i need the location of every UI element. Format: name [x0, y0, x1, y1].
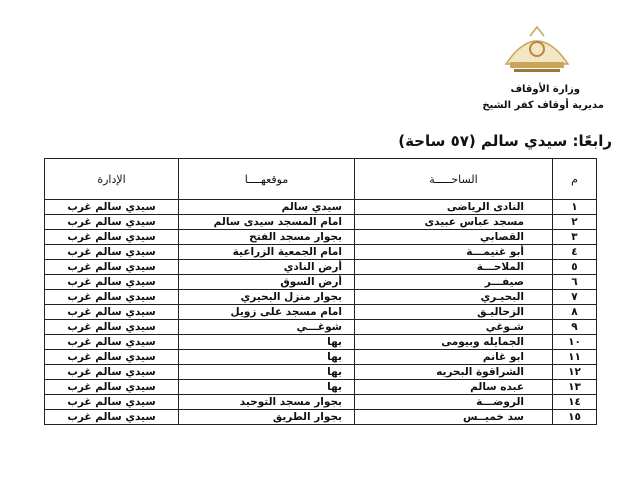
directorate-name: مديرية أوقاف كفر الشيخ — [482, 100, 604, 111]
mosque-logo-icon — [500, 22, 574, 74]
table-row — [45, 215, 597, 230]
square-name: البحيـري — [355, 290, 553, 305]
square-location: أرض النادي — [179, 260, 355, 275]
square-location: بها — [179, 365, 355, 380]
row-number: ١ — [553, 200, 597, 215]
square-location: شوغـــي — [179, 320, 355, 335]
square-location: بها — [179, 350, 355, 365]
square-name: الروضـــة — [355, 395, 553, 410]
square-location: بها — [179, 335, 355, 350]
square-location: بجوار الطريق — [179, 410, 355, 425]
table-row — [45, 335, 597, 350]
square-name: الجمايله وبيومى — [355, 335, 553, 350]
row-number: ١٤ — [553, 395, 597, 410]
square-location: امام الجمعية الزراعية — [179, 245, 355, 260]
table-row — [45, 395, 597, 410]
square-name: صيفـــر — [355, 275, 553, 290]
square-administration: سيدي سالم غرب — [45, 245, 179, 260]
row-number: ١٣ — [553, 380, 597, 395]
table-row — [45, 320, 597, 335]
row-number: ٢ — [553, 215, 597, 230]
table-row — [45, 245, 597, 260]
table-row — [45, 380, 597, 395]
squares-table — [44, 158, 597, 425]
square-administration: سيدي سالم غرب — [45, 350, 179, 365]
square-name: أبو غنيمـــة — [355, 245, 553, 260]
table-row — [45, 410, 597, 425]
square-administration: سيدي سالم غرب — [45, 215, 179, 230]
square-location: بجوار منزل البحيري — [179, 290, 355, 305]
row-number: ٤ — [553, 245, 597, 260]
square-name: شـوغي — [355, 320, 553, 335]
square-location: أرض السوق — [179, 275, 355, 290]
square-administration: سيدي سالم غرب — [45, 275, 179, 290]
row-number: ٧ — [553, 290, 597, 305]
table-row — [45, 230, 597, 245]
row-number: ٩ — [553, 320, 597, 335]
square-name: القصابي — [355, 230, 553, 245]
square-administration: سيدي سالم غرب — [45, 365, 179, 380]
table-row — [45, 365, 597, 380]
row-number: ٥ — [553, 260, 597, 275]
square-administration: سيدي سالم غرب — [45, 320, 179, 335]
square-administration: سيدي سالم غرب — [45, 410, 179, 425]
table-row — [45, 260, 597, 275]
square-administration: سيدي سالم غرب — [45, 305, 179, 320]
square-name: الملاحـــة — [355, 260, 553, 275]
row-number: ١٠ — [553, 335, 597, 350]
column-header-location: موقعهــــا — [179, 159, 355, 200]
section-title: رابعًا: سيدي سالم (٥٧ ساحة) — [398, 132, 612, 150]
square-administration: سيدي سالم غرب — [45, 290, 179, 305]
column-header-administration: الإدارة — [45, 159, 179, 200]
square-administration: سيدي سالم غرب — [45, 335, 179, 350]
column-header-number: م — [553, 159, 597, 200]
row-number: ٣ — [553, 230, 597, 245]
row-number: ٦ — [553, 275, 597, 290]
square-location: سيدي سالم — [179, 200, 355, 215]
row-number: ٨ — [553, 305, 597, 320]
table-row — [45, 290, 597, 305]
square-name: الزحاليـق — [355, 305, 553, 320]
square-administration: سيدي سالم غرب — [45, 380, 179, 395]
square-name: سد خميــس — [355, 410, 553, 425]
row-number: ١٢ — [553, 365, 597, 380]
table-row — [45, 200, 597, 215]
square-administration: سيدي سالم غرب — [45, 260, 179, 275]
table-row — [45, 305, 597, 320]
square-location: امام المسجد سيدى سالم — [179, 215, 355, 230]
ministry-name: وزارة الأوقاف — [510, 84, 580, 95]
square-administration: سيدي سالم غرب — [45, 200, 179, 215]
square-administration: سيدي سالم غرب — [45, 395, 179, 410]
square-name: عبده سالم — [355, 380, 553, 395]
square-location: بجوار مسجد التوحيد — [179, 395, 355, 410]
table-header-row — [45, 159, 597, 200]
table-row — [45, 275, 597, 290]
square-name: مسجد عباس عبيدى — [355, 215, 553, 230]
square-name: الشراقوة البحريه — [355, 365, 553, 380]
row-number: ١١ — [553, 350, 597, 365]
column-header-square: الساحـــــة — [355, 159, 553, 200]
table-row — [45, 350, 597, 365]
square-location: امام مسجد على زويل — [179, 305, 355, 320]
square-name: ابو غانم — [355, 350, 553, 365]
square-name: النادى الرياضى — [355, 200, 553, 215]
ministry-logo — [500, 22, 574, 74]
row-number: ١٥ — [553, 410, 597, 425]
square-administration: سيدي سالم غرب — [45, 230, 179, 245]
square-location: بها — [179, 380, 355, 395]
square-location: بجوار مسجد الفتح — [179, 230, 355, 245]
